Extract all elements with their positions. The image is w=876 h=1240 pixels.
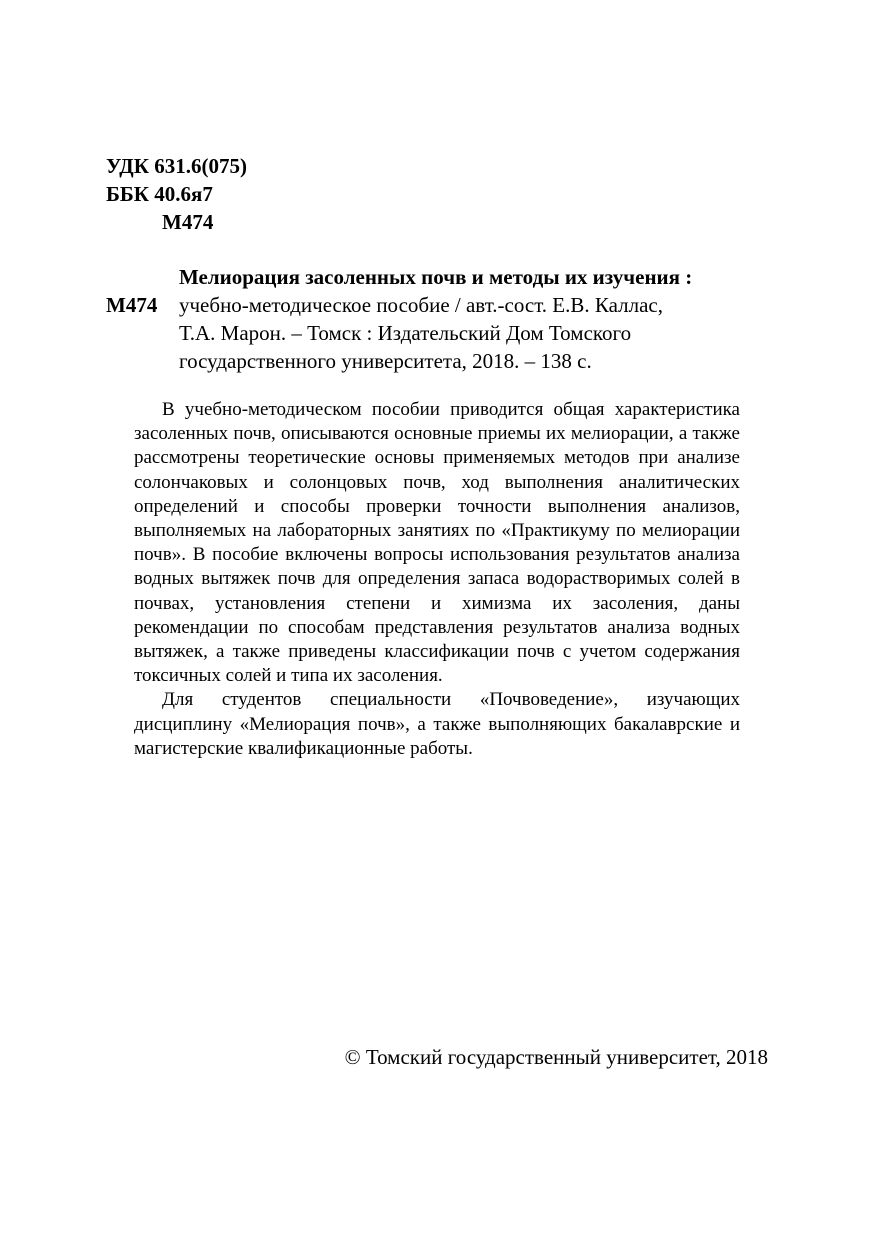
abstract-paragraph: Для студентов специальности «Почвоведение», изучающих дисциплину «Мелиорация почв», а также выполняющих бакалаврские и магистерские квалификационные работы. <box>134 689 740 759</box>
copyright-notice: © Томский государственный университет, 2018 <box>344 1045 768 1069</box>
catalog-card <box>106 263 786 375</box>
udk-code: УДК 631.6(075) <box>106 154 247 178</box>
bibliographic-description <box>179 263 786 375</box>
bibliographic-line: государственного университета, 2018. – 138 с. <box>179 349 592 373</box>
book-title: Мелиорация засоленных почв и методы их изучения : <box>179 265 693 289</box>
classification-block <box>106 152 247 236</box>
bibliographic-line: учебно-методическое пособие / авт.-сост. Е.В. Каллас, <box>179 293 663 317</box>
author-mark: М474 <box>162 210 214 234</box>
bibliographic-line: Т.А. Марон. – Томск : Издательский Дом Томского <box>179 321 632 345</box>
abstract-paragraph: В учебно-методическом пособии приводится общая характеристика засоленных почв, описываются основные приемы их мелиорации, а также рассмотрены теоретические основы применяемых методов при анализе солончаковых и солонцовых почв, ход выполнения аналитических определений и способы проверки точности выполнения анализов, выполняемых на лабораторных занятиях по «Практикуму по мелиорации почв». В пособие включены вопросы использования результатов анализа водных вытяжек почв для определения запаса водорастворимых солей в почвах, установления степени и химизма их засоления, даны рекомендации по способам представления результатов анализа водных вытяжек, а также приведены классификации почв с учетом содержания токсичных солей и типа их засоления. <box>134 399 740 687</box>
bbk-code: ББК 40.6я7 <box>106 182 213 206</box>
card-author-mark: М474 <box>106 293 158 317</box>
abstract <box>134 398 740 761</box>
